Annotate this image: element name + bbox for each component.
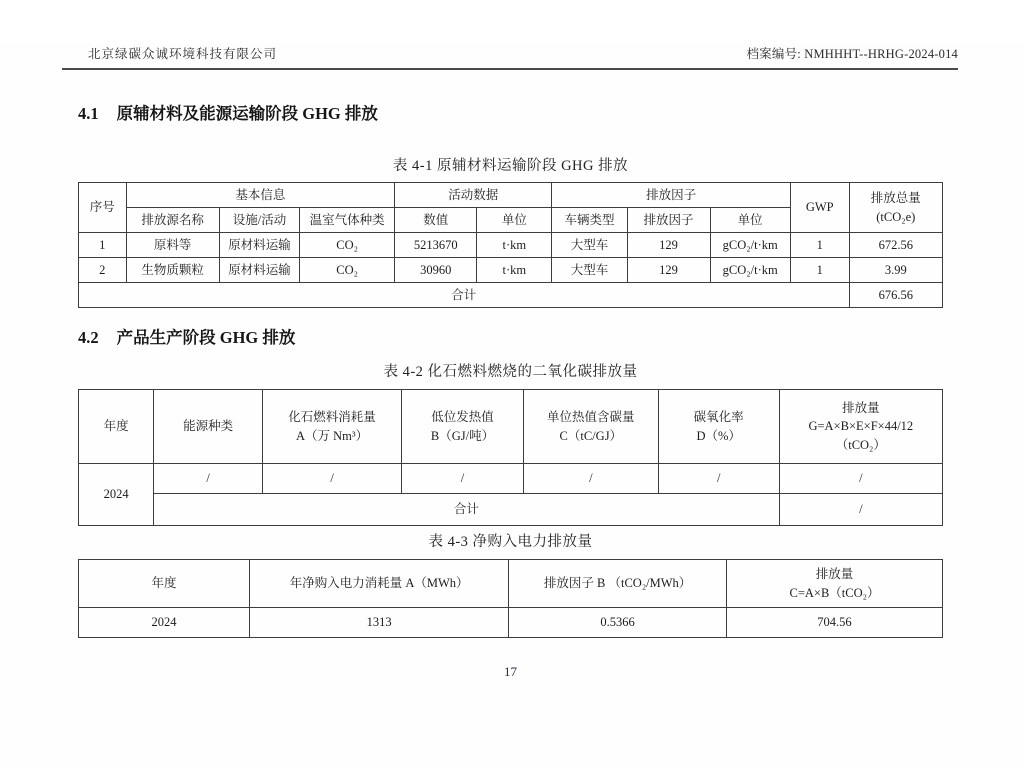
document-page — [0, 44, 1024, 768]
header-emission-factor: 排放因子 B （tCO₂/MWh） — [509, 560, 727, 608]
table-cell: 672.56 — [849, 233, 942, 258]
header-facility: 设施/活动 — [219, 208, 299, 233]
table-cell: 1 — [790, 233, 849, 258]
table-cell: / — [658, 464, 779, 494]
table-4-2-caption: 表 4-2 化石燃料燃烧的二氧化碳排放量 — [383, 364, 638, 380]
section-title: 产品生产阶段 GHG 排放 — [116, 328, 296, 347]
table-cell: 原料等 — [126, 233, 219, 258]
table-cell: CO₂ — [300, 233, 395, 258]
header-line: G=A×B×E×F×44/12 — [808, 419, 914, 434]
table-cell: 生物质颗粒 — [126, 258, 219, 283]
header-seq: 序号 — [79, 183, 127, 233]
header-value: 数值 — [395, 208, 477, 233]
table-cell: 3.99 — [849, 258, 942, 283]
table-4-1-caption: 表 4-1 原辅材料运输阶段 GHG 排放 — [392, 158, 629, 174]
section-heading-4-2 — [78, 324, 943, 348]
archive-number: 档案编号: NMHHHT--HRHG-2024-014 — [746, 47, 958, 61]
company-name: 北京绿碳众诚环境科技有限公司 — [88, 47, 278, 61]
table-cell: 1 — [79, 233, 127, 258]
header-activity-data: 活动数据 — [395, 183, 552, 208]
table-4-3 — [78, 559, 943, 638]
header-electricity-consumption: 年净购入电力消耗量 A（MWh） — [250, 560, 509, 608]
table-row — [79, 390, 943, 464]
header-gas-type: 温室气体种类 — [300, 208, 395, 233]
table-cell: t·km — [477, 258, 552, 283]
table-cell: 原材料运输 — [219, 258, 299, 283]
table-cell: / — [779, 464, 942, 494]
table-cell: 原材料运输 — [219, 233, 299, 258]
total-label: 合计 — [79, 283, 850, 308]
header-basic-info: 基本信息 — [126, 183, 395, 208]
header-factor: 排放因子 — [627, 208, 710, 233]
header-line: 化石燃料消耗量 — [288, 410, 376, 425]
table-cell: 大型车 — [552, 233, 627, 258]
table-cell: 大型车 — [552, 258, 627, 283]
header-vehicle-type: 车辆类型 — [552, 208, 627, 233]
table-total-row — [79, 283, 943, 308]
header-line: C=A×B（tCO₂） — [789, 585, 880, 600]
table-row — [79, 233, 943, 258]
header-line: 低位发热值 — [431, 410, 494, 425]
header-year: 年度 — [79, 390, 154, 464]
table-4-2 — [78, 389, 943, 526]
header-year: 年度 — [79, 560, 250, 608]
header-line: 排放量 — [815, 567, 854, 582]
table-total-row — [79, 494, 943, 526]
table-cell: / — [263, 464, 402, 494]
total-value: / — [779, 494, 942, 526]
header-line: C（tC/GJ） — [559, 428, 623, 443]
section-title: 原辅材料及能源运输阶段 GHG 排放 — [116, 104, 378, 123]
table-cell: 1313 — [250, 608, 509, 638]
header-factor-unit: 单位 — [710, 208, 790, 233]
header-line: A（万 Nm³） — [295, 428, 369, 443]
table-cell: / — [402, 464, 524, 494]
header-heating-value — [402, 390, 524, 464]
table-row — [79, 608, 943, 638]
table-cell: 1 — [790, 258, 849, 283]
header-line: 排放量 — [842, 401, 880, 416]
table-cell: 129 — [627, 233, 710, 258]
header-total-line2: (tCO₂e) — [876, 209, 916, 224]
header-line: 单位热值含碳量 — [547, 410, 635, 425]
header-emission — [779, 390, 942, 464]
table-4-3-caption: 表 4-3 净购入电力排放量 — [428, 534, 593, 550]
total-label: 合计 — [154, 494, 780, 526]
header-source-name: 排放源名称 — [126, 208, 219, 233]
section-number: 4.1 — [78, 104, 99, 123]
year-cell: 2024 — [79, 464, 154, 526]
table-cell: gCO₂/t·km — [710, 258, 790, 283]
header-carbon-content — [523, 390, 658, 464]
section-number: 4.2 — [78, 328, 99, 347]
table-row — [79, 183, 943, 208]
header-gwp: GWP — [790, 183, 849, 233]
section-heading-4-1 — [78, 100, 943, 124]
page-content — [0, 100, 1024, 680]
header-line: B（GJ/吨） — [430, 428, 495, 443]
table-row — [79, 258, 943, 283]
header-line: 碳氧化率 — [693, 410, 744, 425]
page-header — [62, 44, 958, 70]
header-total — [849, 183, 942, 233]
header-emission — [726, 560, 942, 608]
table-cell: CO₂ — [300, 258, 395, 283]
table-cell: t·km — [477, 233, 552, 258]
header-emission-factor-group: 排放因子 — [552, 183, 790, 208]
table-4-1 — [78, 182, 943, 308]
page-number: 17 — [504, 664, 517, 679]
header-oxidation-rate — [658, 390, 779, 464]
header-line: （tCO₂） — [835, 437, 886, 452]
table-cell: / — [154, 464, 263, 494]
header-total-line1: 排放总量 — [870, 191, 921, 206]
table-cell: / — [523, 464, 658, 494]
header-line: D（%） — [696, 428, 741, 443]
table-cell: 2 — [79, 258, 127, 283]
table-cell: 5213670 — [395, 233, 477, 258]
table-row — [79, 560, 943, 608]
table-cell: 0.5366 — [509, 608, 727, 638]
table-cell: 30960 — [395, 258, 477, 283]
total-value: 676.56 — [849, 283, 942, 308]
table-row — [79, 464, 943, 494]
table-cell: 704.56 — [726, 608, 942, 638]
table-cell: 2024 — [79, 608, 250, 638]
header-energy-type: 能源种类 — [154, 390, 263, 464]
header-unit: 单位 — [477, 208, 552, 233]
table-cell: gCO₂/t·km — [710, 233, 790, 258]
header-consumption — [263, 390, 402, 464]
table-cell: 129 — [627, 258, 710, 283]
